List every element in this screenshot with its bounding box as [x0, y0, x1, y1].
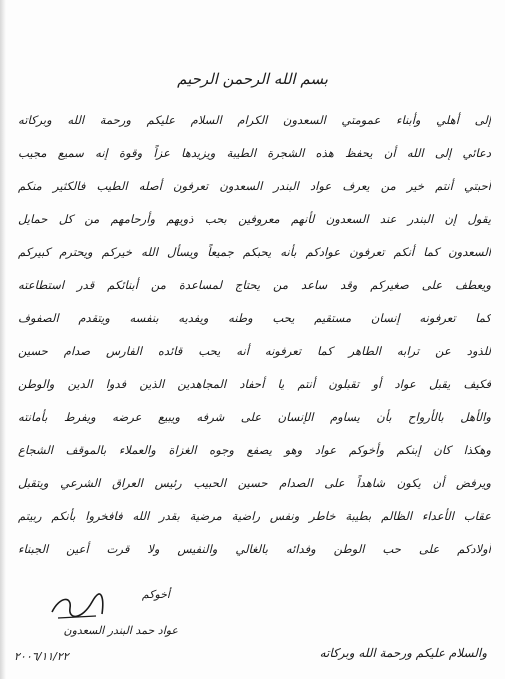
letter-line: ويعطف على صغيركم وقد ساعد من يحتاج لمساعدة من أبنائكم قدر استطاعته [18, 278, 491, 292]
letter-line: السعدون كما أنكم تعرفون عوادكم بأنه يحبكم جميعاً ويسأل الله خيركم ويحترم كبيركم [18, 245, 491, 259]
letter-line: دعائي إلى الله أن يحفظ هذه الشجرة الطيبة ويزيدها عزاً وقوة إنه سميع مجيب [18, 146, 491, 160]
letter-line: أحبتي أنتم خير من يعرف عواد البندر السعدون تعرفون أصله الطيب فالكثير منكم [18, 179, 491, 193]
letter-body [18, 104, 491, 566]
letter-line: وهكذا كان إبنكم وأخوكم عواد وهو يصفع وجوه الغزاة والعملاء بالموقف الشجاع [18, 443, 491, 457]
letter-line: إلى أهلي وأبناء عمومتي السعدون الكرام السلام عليكم ورحمة الله وبركاته [18, 113, 491, 127]
closing-line: والسلام عليكم ورحمة الله وبركاته [319, 646, 487, 660]
letter-line: أولادكم على حب الوطن وفدائه بالغالي والنفيس ولا قرت أعين الجبناء [18, 542, 491, 556]
signature-name: عواد حمد البندر السعدون [63, 624, 178, 637]
letter-line: كما تعرفونه إنسان مستقيم يحب وطنه ويفديه بنفسه ويتقدم الصفوف [18, 311, 491, 325]
scan-edge [0, 0, 6, 679]
letter-line: عقاب الأعداء الظالم بطيبة خاطر ونفس راضية مرضية بقدر الله فافخروا بأنكم ربيتم [18, 509, 491, 523]
letter-line: ويرفض أن يكون شاهداً على الصدام حسين الحبيب رئيس العراق الشرعي ويتقبل [18, 476, 491, 490]
letter-line: والأهل بالأرواح بأن يساوم الإنسان على شرفه ويبيع عرضه ويفرط بأمانته [18, 410, 491, 424]
signature-title: أخوكم [141, 588, 170, 601]
letter-line: يقول إن البندر عند السعدون لأنهم معروفين بحب ذويهم وأرحامهم من كل حمايل [18, 212, 491, 226]
letter-line: فكيف يقبل عواد أو تقبلون أنتم يا أحفاد المجاهدين الذين فدوا الدين والوطن [18, 377, 491, 391]
signature-block [8, 588, 178, 672]
basmala: بسم الله الرحمن الرحيم [177, 70, 328, 88]
letter-line: للذود عن ترابه الطاهر كما تعرفونه أنه يحب قائده الفارس صدام حسين [18, 344, 491, 358]
handwritten-signature [48, 590, 108, 624]
letter-date: ٢٠٠٦/١١/٢٢ [14, 650, 69, 663]
